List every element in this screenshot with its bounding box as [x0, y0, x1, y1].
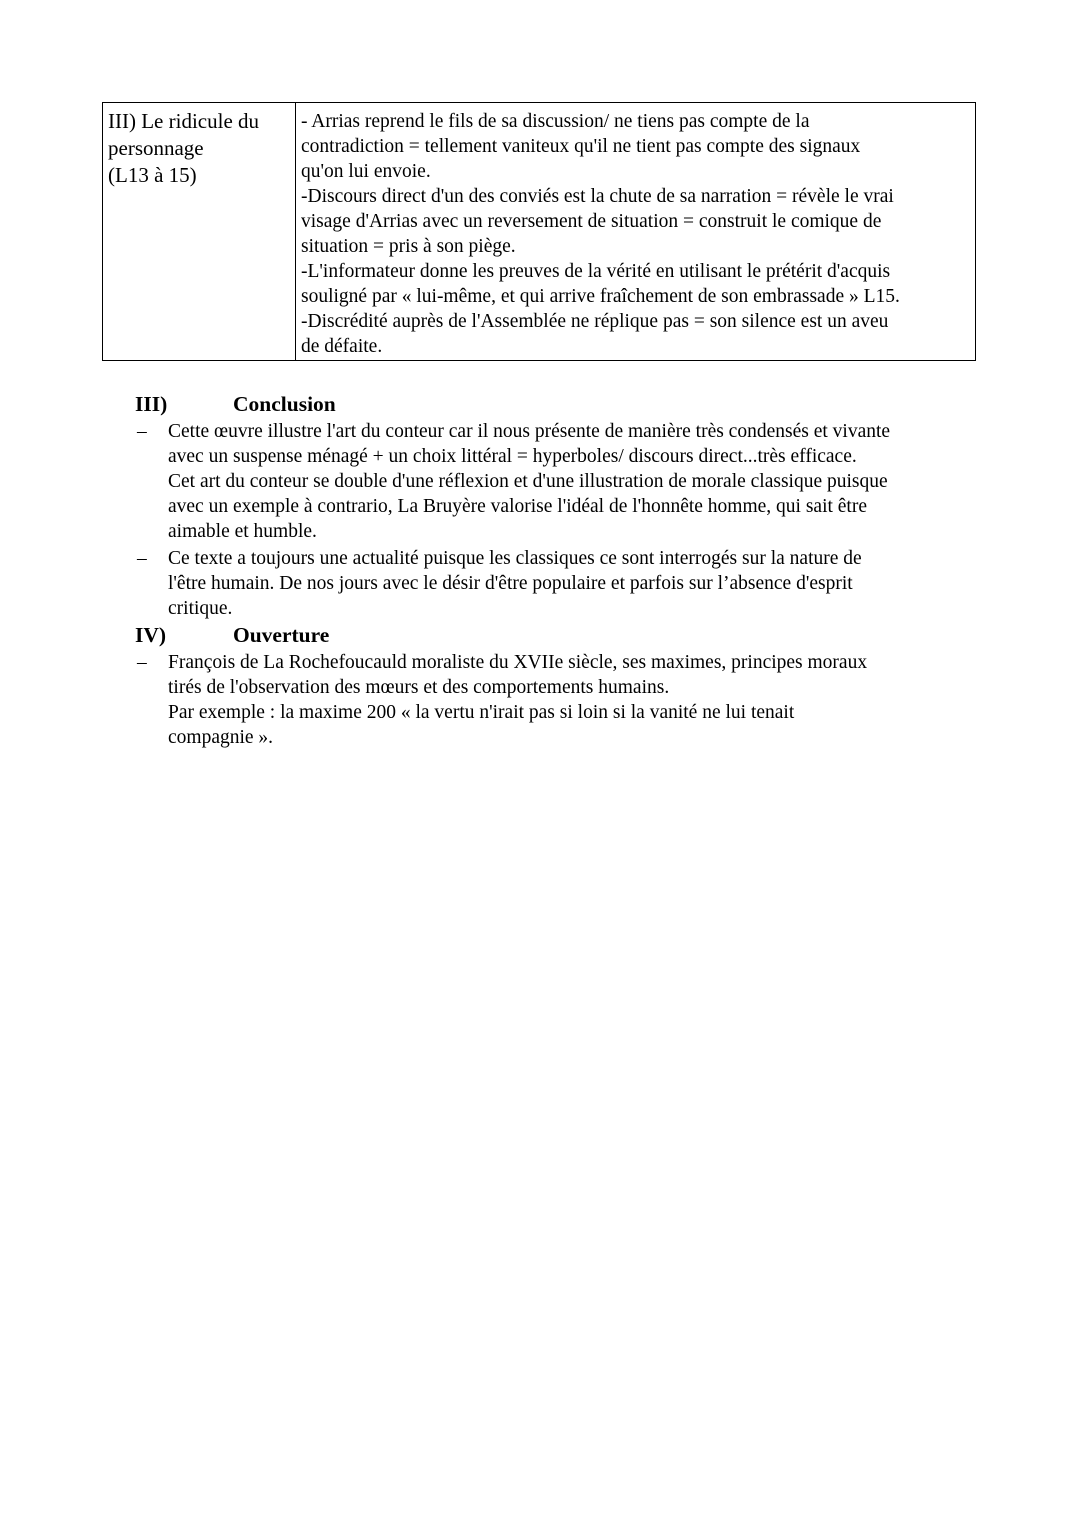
- conclusion-heading: [135, 391, 336, 417]
- table-left-cell: [103, 103, 296, 360]
- table-right-line: -Discrédité auprès de l'Assemblée ne réplique pas = son silence est un aveu: [301, 311, 889, 332]
- bullet-body: [168, 546, 862, 621]
- table-right-line: contradiction = tellement vaniteux qu'il ne tient pas compte des signaux: [301, 136, 861, 157]
- bullet-line: critique.: [168, 598, 233, 619]
- bullet-dash: –: [137, 548, 147, 569]
- table-right-line: situation = pris à son piège.: [301, 236, 516, 257]
- bullet-dash: –: [137, 421, 147, 442]
- bullet-line: l'être humain. De nos jours avec le désir d'être populaire et parfois sur l’absence d'esprit: [168, 573, 853, 594]
- conclusion-number: III): [135, 392, 168, 416]
- table-right-line: -Discours direct d'un des conviés est la chute de sa narration = révèle le vrai: [301, 186, 894, 207]
- table-right-line: de défaite.: [301, 336, 383, 357]
- bullet-line: Par exemple : la maxime 200 « la vertu n'irait pas si loin si la vanité ne lui tenait: [168, 702, 795, 723]
- bullet-body: [168, 419, 890, 544]
- ouverture-number: IV): [135, 623, 167, 647]
- bullet-line: avec un exemple à contrario, La Bruyère valorise l'idéal de l'honnête homme, qui sait être: [168, 496, 868, 517]
- table-right-line: visage d'Arrias avec un reversement de situation = construit le comique de: [301, 211, 882, 232]
- table-left-line: personnage: [108, 136, 204, 160]
- table-left-line: (L13 à 15): [108, 163, 197, 187]
- bullet-line: compagnie ».: [168, 727, 274, 748]
- bullet-line: Ce texte a toujours une actualité puisque les classiques ce sont interrogés sur la nature de: [168, 548, 862, 569]
- ouverture-heading: [135, 622, 329, 648]
- bullet-line: avec un suspense ménagé + un choix littéral = hyperboles/ discours direct...très efficace.: [168, 446, 857, 467]
- bullet-line: tirés de l'observation des mœurs et des comportements humains.: [168, 677, 670, 698]
- table-right-cell: [296, 103, 975, 360]
- bullet-body: [168, 650, 867, 750]
- analysis-table: [102, 102, 976, 361]
- table-right-line: souligné par « lui-même, et qui arrive fraîchement de son embrassade » L15.: [301, 286, 900, 307]
- table-right-line: -L'informateur donne les preuves de la vérité en utilisant le prétérit d'acquis: [301, 261, 891, 282]
- bullet-line: Cet art du conteur se double d'une réflexion et d'une illustration de morale classique puisque: [168, 471, 888, 492]
- bullet-line: François de La Rochefoucauld moraliste du XVIIe siècle, ses maximes, principes moraux: [168, 652, 868, 673]
- bullet-line: Cette œuvre illustre l'art du conteur car il nous présente de manière très condensés et vivante: [168, 421, 891, 442]
- bullet-line: aimable et humble.: [168, 521, 317, 542]
- table-right-line: qu'on lui envoie.: [301, 161, 431, 182]
- bullet-dash: –: [137, 652, 147, 673]
- table-right-line: - Arrias reprend le fils de sa discussion/ ne tiens pas compte de la: [301, 111, 810, 132]
- table-left-line: III) Le ridicule du: [108, 109, 260, 133]
- conclusion-title: Conclusion: [233, 392, 336, 416]
- ouverture-title: Ouverture: [233, 623, 330, 647]
